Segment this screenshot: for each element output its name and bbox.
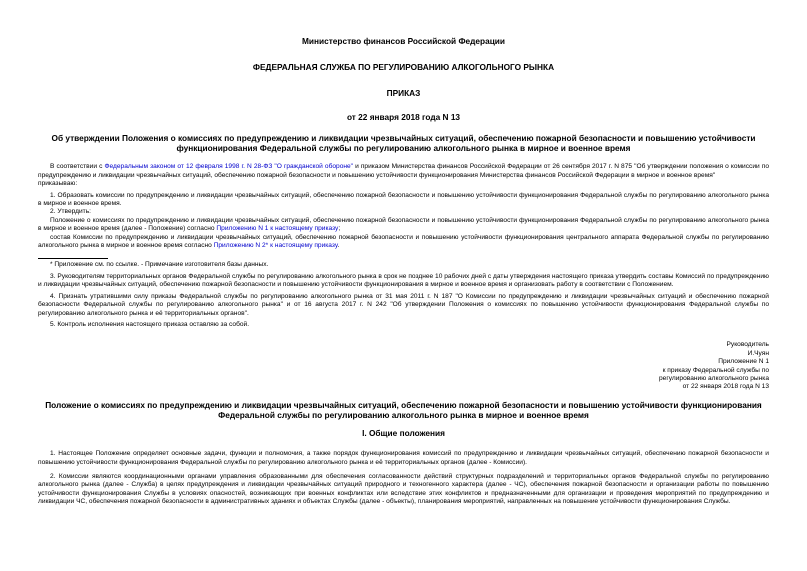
item-2: 2. Утвердить: bbox=[50, 208, 91, 216]
item-3: 3. Руководителям территориальных органов Федеральной службы по регулированию алкогольного рынка в срок не позднее 10 рабочих дней с даты утверждения настоящего приказа утвердить составы Комиссий по предупреждению и ликвидации чрезвычайных ситуаций, обеспечению пожарной безопасности и повышению устойчивости функционирования в мирное и военное время и организовать работу в соответствии с Положением. bbox=[38, 272, 769, 289]
position-item-1: 1. Настоящее Положение определяет основные задачи, функции и полномочия, а также порядок функционирования комиссий по предупреждению и ликвидации чрезвычайных ситуаций, обеспечению пожарной безопасности и повышению устойчивости функционирования Федеральной службы по регулированию алкогольного рынка и её территориальных органов (далее - Комиссии). bbox=[38, 450, 769, 466]
item-5: 5. Контроль исполнения настоящего приказа оставляю за собой. bbox=[50, 320, 250, 328]
position-item-2: 2. Комиссии являются координационными органами управления образованными для обеспечения согласованности действий структурных подразделений и территориальных органов Федеральной службы по регулированию алкогольного рынка (далее - Служба) в целях предупреждения и ликвидации чрезвычайных ситуаций природного и техногенного характера (далее - ЧС), обеспечения пожарной безопасности и организации работы по повышению устойчивости функционирования Службы в условиях опасностей, возникающих при военных конфликтах или вследствие этих конфликтов и предназначенными для организации и проведения мероприятий по предупреждению и ликвидации ЧС, обеспечения пожарной безопасности в административных зданиях и объектах Службы (далее - объекты), планирования мероприятий, направленных на повышение устойчивости функционирования Службы. bbox=[38, 472, 769, 506]
ministry-name: Министерство финансов Российской Федерации bbox=[301, 36, 506, 46]
federal-law-link[interactable]: Федеральным законом от 12 февраля 1998 г. N 28-ФЗ "О гражданской обороне" bbox=[104, 163, 354, 171]
appendix-label: Приложение N 1 bbox=[718, 358, 769, 366]
preamble: В соответствии с Федеральным законом от 12 февраля 1998 г. N 28-ФЗ "О гражданской обороне" и приказом Министерства финансов Российской Федерации от 26 сентября 2017 г. N 875 "Об утверждении положения о комиссии по предупреждению и ликвидации чрезвычайных ситуаций, обеспечению пожарной безопасности и повышению устойчивости функционирования Министерства финансов Российской Федерации в мирное и военное время" bbox=[38, 163, 769, 179]
appendix-2-link[interactable]: Приложению N 2* к настоящему приказу bbox=[213, 242, 338, 250]
item-2b: состав Комиссии по предупреждению и ликвидации чрезвычайных ситуаций, обеспечению пожарной безопасности и повышению устойчивости функционирования центрального аппарата Федеральной службы по регулированию алкогольного рынка в мирное и военное время согласно Приложению N 2* к настоящему приказу. bbox=[38, 233, 769, 250]
footnote-divider bbox=[38, 258, 108, 259]
appendix-ref-2: регулированию алкогольного рынка bbox=[659, 374, 769, 382]
section-heading: I. Общие положения bbox=[362, 428, 445, 439]
document-title: Об утверждении Положения о комиссиях по предупреждению и ликвидации чрезвычайных ситуаций, обеспечению пожарной безопасности и повышению устойчивости функционирования Федеральной службы по регулированию алкогольного рынка в мирное и военное время bbox=[51, 133, 756, 154]
item-4: 4. Признать утратившими силу приказы Федеральной службы по регулированию алкогольного рынка от 31 мая 2011 г. N 187 "О Комиссии по предупреждению и ликвидации чрезвычайных ситуаций и обеспечению пожарной безопасности Федеральной службы по регулированию алкогольного рынка" и от 16 августа 2017 г. N 242 "Об утверждении Положения о комиссиях по повышению устойчивости функционирования Федеральной службы по регулированию алкогольного рынка и её территориальных органов". bbox=[38, 292, 769, 317]
signature-role: Руководитель bbox=[726, 341, 769, 349]
item-2a: Положение о комиссиях по предупреждению и ликвидации чрезвычайных ситуаций, обеспечению пожарной безопасности и повышению устойчивости функционирования Федеральной службы по регулированию алкогольного рынка в мирное и военное время (далее - Положение) согласно Приложению N 1 к настоящему приказу; bbox=[38, 216, 769, 233]
appendix-ref-1: к приказу Федеральной службы по bbox=[662, 366, 769, 374]
item-1: 1. Образовать комиссии по предупреждению и ликвидации чрезвычайных ситуаций, обеспечению пожарной безопасности и повышению устойчивости функционирования Федеральной службы по регулированию алкогольного рынка в мирное и военное время. bbox=[38, 191, 769, 208]
position-title: Положение о комиссиях по предупреждению и ликвидации чрезвычайных ситуаций, обеспечению пожарной безопасности и повышению устойчивости функционирования Федеральной службы по регулированию алкогольного рынка в мирное и военное время bbox=[45, 399, 762, 420]
orders-word: приказываю: bbox=[38, 180, 78, 188]
signature-name: И.Чуян bbox=[747, 349, 769, 357]
appendix-ref-3: от 22 января 2018 года N 13 bbox=[682, 383, 769, 391]
document-date: от 22 января 2018 года N 13 bbox=[346, 112, 461, 122]
appendix-1-link[interactable]: Приложению N 1 к настоящему приказу bbox=[216, 225, 339, 233]
service-name: ФЕДЕРАЛЬНАЯ СЛУЖБА ПО РЕГУЛИРОВАНИЮ АЛКОГОЛЬНОГО РЫНКА bbox=[252, 62, 555, 72]
footnote: * Приложение см. по ссылке. - Примечание изготовителя базы данных. bbox=[50, 261, 269, 269]
document-type: ПРИКАЗ bbox=[386, 88, 421, 98]
signature-block bbox=[38, 341, 769, 391]
